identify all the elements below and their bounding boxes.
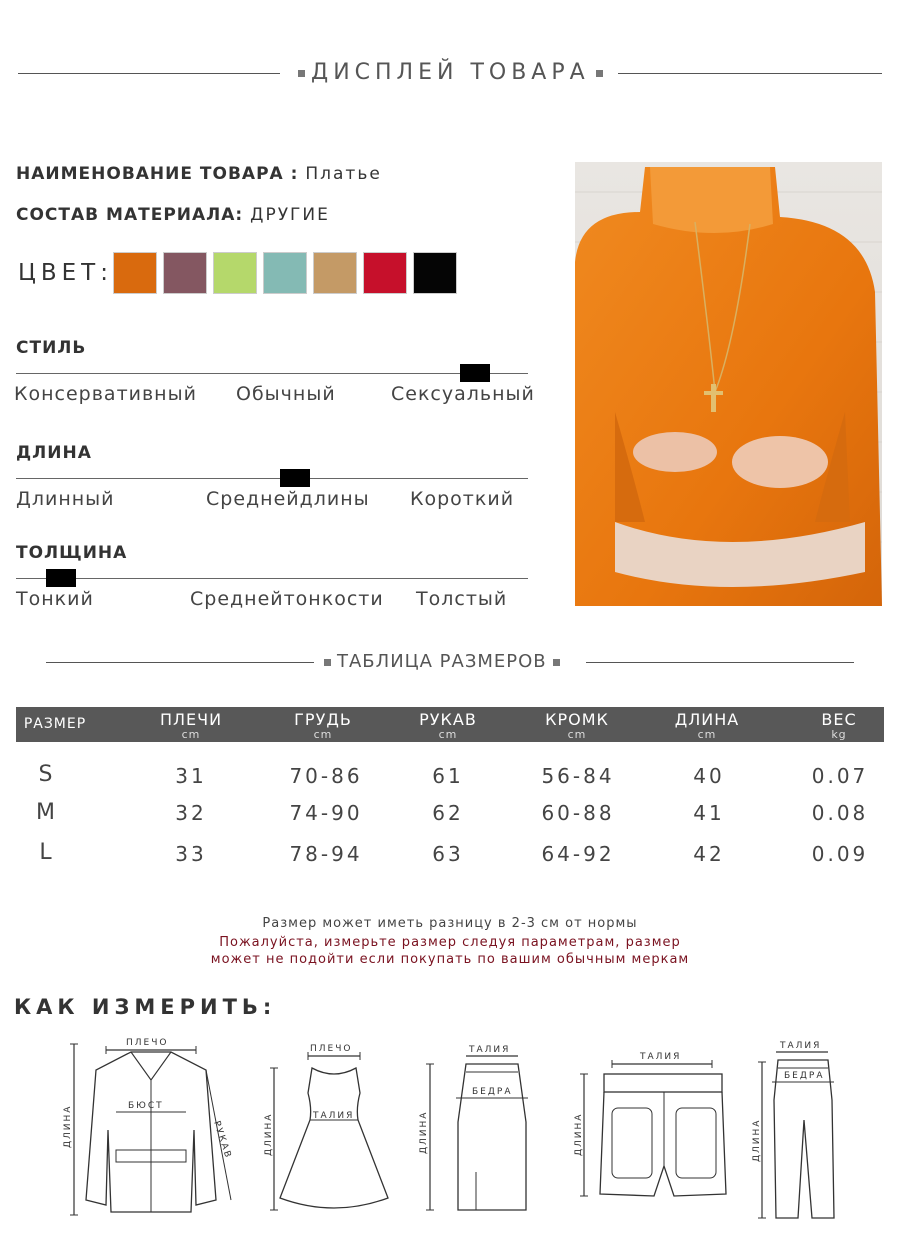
cell-weight: 0.08	[811, 801, 869, 825]
dress-length-label: ДЛИНА	[264, 1112, 274, 1156]
cell-shoulders: 31	[175, 764, 207, 788]
material-row	[16, 205, 330, 225]
header-length: ДЛИНА cm	[674, 710, 740, 741]
bullet-square-icon	[298, 70, 305, 77]
style-marker	[460, 364, 490, 382]
style-scale-line	[16, 373, 528, 374]
measure-warning-line2: может не подойти если покупать по вашим обычным меркам	[210, 952, 690, 967]
coat-sleeve-label: РУКАВ	[211, 1119, 233, 1161]
pants-measure-diagram	[750, 1040, 850, 1224]
cell-sleeve: 63	[432, 842, 464, 866]
coat-length-label: ДЛИНА	[63, 1104, 73, 1148]
product-name-row	[16, 164, 382, 184]
color-swatch-mauve[interactable]	[163, 252, 207, 294]
cell-sleeve: 62	[432, 801, 464, 825]
dress-waist-label: ТАЛИЯ	[313, 1111, 355, 1121]
style-title: СТИЛЬ	[16, 338, 87, 358]
coat-shoulder-label: ПЛЕЧО	[126, 1038, 169, 1048]
thickness-title: ТОЛЩИНА	[16, 543, 128, 563]
style-option-casual: Обычный	[236, 383, 336, 405]
header-chest: ГРУДЬ cm	[294, 710, 352, 741]
material-label: СОСТАВ МАТЕРИАЛА:	[16, 205, 244, 225]
header-size: РАЗМЕР	[23, 716, 87, 732]
cell-length: 40	[693, 764, 725, 788]
length-scale-line	[16, 478, 528, 479]
cell-sleeve: 61	[432, 764, 464, 788]
length-option-short: Короткий	[410, 488, 515, 510]
product-name-value: Платье	[305, 164, 382, 184]
pants-waist-label: ТАЛИЯ	[780, 1041, 822, 1051]
bullet-square-icon	[324, 659, 331, 666]
cell-weight: 0.07	[811, 764, 869, 788]
color-label: ЦВЕТ:	[18, 260, 113, 286]
cell-hem: 60-88	[541, 801, 615, 825]
size-table-header	[16, 707, 884, 742]
product-name-label: НАИМЕНОВАНИЕ ТОВАРА :	[16, 164, 299, 184]
cell-chest: 74-90	[289, 801, 363, 825]
size-table-title	[318, 651, 566, 672]
skirt-waist-label: ТАЛИЯ	[469, 1045, 511, 1055]
thickness-option-medium: Среднейтонкости	[190, 588, 384, 610]
cell-weight: 0.09	[811, 842, 869, 866]
shorts-measure-diagram	[572, 1046, 742, 1206]
cell-hem: 56-84	[541, 764, 615, 788]
color-swatch-orange[interactable]	[113, 252, 157, 294]
bullet-square-icon	[553, 659, 560, 666]
length-option-long: Длинный	[16, 488, 115, 510]
skirt-hips-label: БЕДРА	[472, 1087, 513, 1097]
display-title	[292, 60, 609, 85]
bullet-square-icon	[596, 70, 603, 77]
dress-measure-diagram	[260, 1038, 400, 1218]
cell-chest: 70-86	[289, 764, 363, 788]
size-table-title-text: ТАБЛИЦА РАЗМЕРОВ	[337, 651, 547, 672]
thickness-marker	[46, 569, 76, 587]
product-photo	[575, 162, 882, 606]
header-hem: КРОМК cm	[545, 710, 609, 741]
pants-length-label: ДЛИНА	[752, 1118, 762, 1162]
cell-size: L	[39, 840, 55, 865]
size-title-rule-right	[586, 662, 854, 663]
thickness-option-thick: Толстый	[416, 588, 508, 610]
skirt-length-label: ДЛИНА	[419, 1110, 429, 1154]
color-swatch-red[interactable]	[363, 252, 407, 294]
coat-measure-diagram	[56, 1030, 246, 1225]
title-rule-left	[18, 73, 280, 74]
cell-hem: 64-92	[541, 842, 615, 866]
size-title-rule-left	[46, 662, 314, 663]
color-swatch-teal[interactable]	[263, 252, 307, 294]
cell-size: S	[38, 762, 56, 787]
cell-shoulders: 32	[175, 801, 207, 825]
thickness-option-thin: Тонкий	[16, 588, 94, 610]
thickness-scale-line	[16, 578, 528, 579]
header-weight: ВЕС kg	[821, 710, 857, 741]
length-option-medium: Среднейдлины	[206, 488, 370, 510]
display-title-text: ДИСПЛЕЙ ТОВАРА	[311, 60, 590, 85]
color-swatch-black[interactable]	[413, 252, 457, 294]
color-swatch-green[interactable]	[213, 252, 257, 294]
dress-shoulder-label: ПЛЕЧО	[310, 1044, 353, 1054]
color-swatch-tan[interactable]	[313, 252, 357, 294]
cell-chest: 78-94	[289, 842, 363, 866]
header-shoulders: ПЛЕЧИ cm	[159, 710, 223, 741]
cell-size: M	[36, 800, 58, 825]
shorts-waist-label: ТАЛИЯ	[640, 1052, 682, 1062]
size-note: Размер может иметь разницу в 2-3 см от нормы	[262, 916, 638, 931]
shorts-length-label: ДЛИНА	[574, 1112, 584, 1156]
material-value: ДРУГИЕ	[250, 205, 330, 225]
cell-length: 42	[693, 842, 725, 866]
cell-shoulders: 33	[175, 842, 207, 866]
style-option-sexy: Сексуальный	[391, 383, 535, 405]
length-title: ДЛИНА	[16, 443, 92, 463]
style-option-conservative: Консервативный	[14, 383, 197, 405]
measure-warning-line1: Пожалуйста, измерьте размер следуя параметрам, размер	[219, 935, 681, 950]
pants-hips-label: БЕДРА	[784, 1071, 825, 1081]
title-rule-right	[618, 73, 882, 74]
skirt-measure-diagram	[414, 1042, 544, 1217]
coat-bust-label: БЮСТ	[128, 1101, 164, 1111]
product-photo-illustration	[575, 162, 882, 606]
how-to-measure-title: КАК ИЗМЕРИТЬ:	[14, 995, 277, 1019]
cell-length: 41	[693, 801, 725, 825]
header-sleeve: РУКАВ cm	[419, 710, 477, 741]
length-marker	[280, 469, 310, 487]
